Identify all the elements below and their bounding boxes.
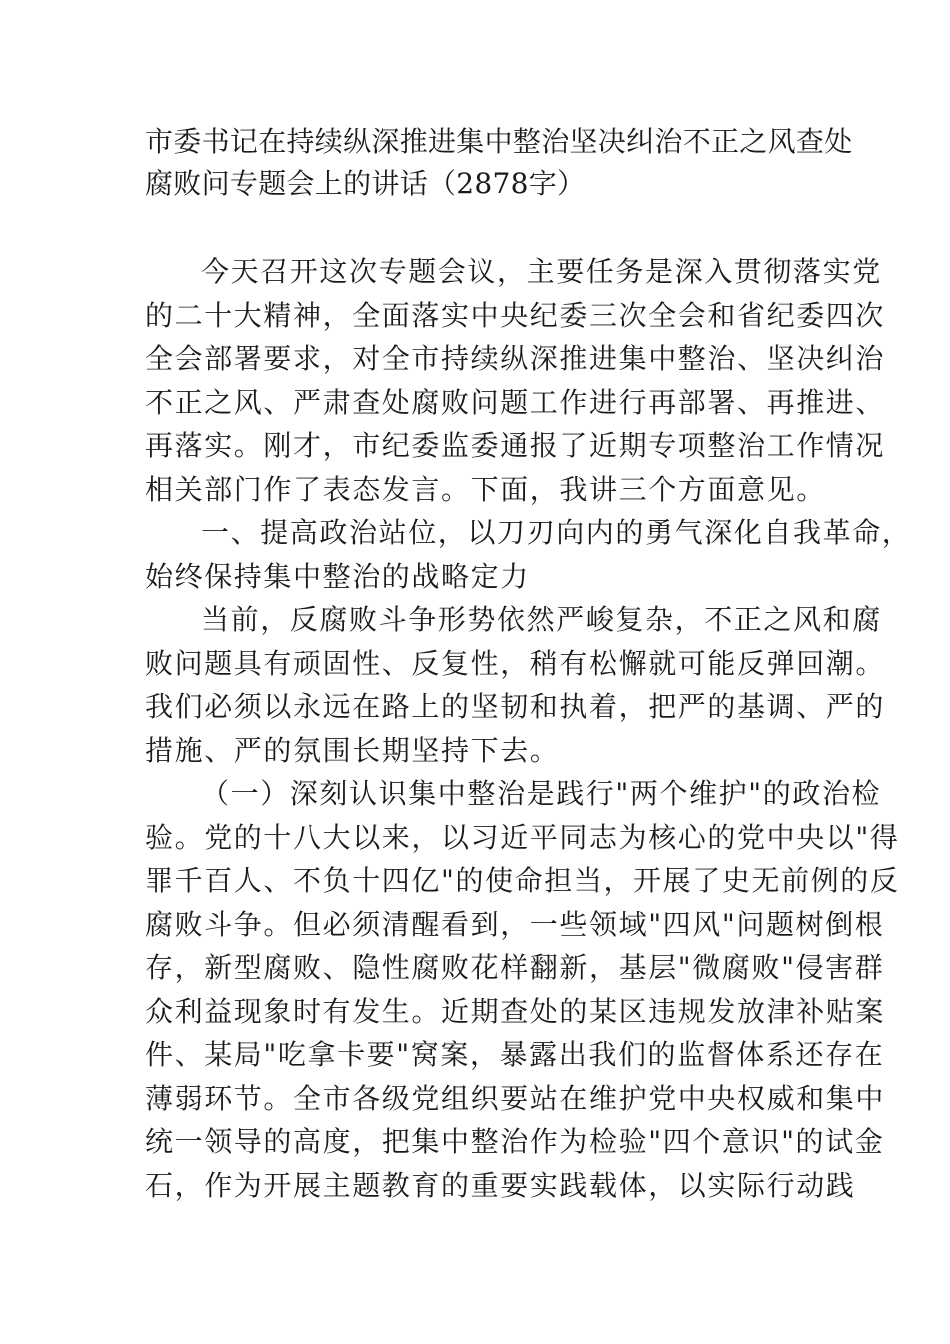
paragraph-line: 我们必须以永远在路上的坚韧和执着，把严的基调、严的 [145, 690, 886, 723]
document-title [145, 121, 853, 205]
paragraph-line: 败问题具有顽固性、反复性，稍有松懈就可能反弹回潮。 [145, 646, 886, 680]
paragraph-line: 石，作为开展主题教育的重要实践载体，以实际行动践 [145, 1168, 856, 1202]
paragraph-line: 存，新型腐败、隐性腐败花样翻新，基层"微腐败"侵害群 [145, 951, 885, 984]
paragraph-line: 众利益现象时有发生。近期查处的某区违规发放津补贴案 [145, 994, 886, 1028]
paragraph-line: 不正之风、严肃查处腐败问题工作进行再部署、再推进、 [145, 385, 886, 419]
paragraph-line: 腐败斗争。但必须清醒看到，一些领域"四风"问题树倒根 [145, 907, 885, 941]
paragraph-line: 措施、严的氛围长期坚持下去。 [145, 733, 560, 767]
section-heading-line: 一、提高政治站位，以刀刃向内的勇气深化自我革命， [201, 516, 912, 549]
paragraph-line: 统一领导的高度，把集中整治作为检验"四个意识"的试金 [145, 1125, 885, 1158]
paragraph-line: 件、某局"吃拿卡要"窝案，暴露出我们的监督体系还存在 [145, 1038, 885, 1071]
paragraph-line: 验。党的十八大以来，以习近平同志为核心的党中央以"得 [145, 820, 900, 854]
paragraph-line: 相关部门作了表态发言。下面，我讲三个方面意见。 [145, 472, 826, 506]
paragraph-line: 当前，反腐败斗争形势依然严峻复杂，不正之风和腐 [201, 603, 882, 636]
paragraph-line: 薄弱环节。全市各级党组织要站在维护党中央权威和集中 [145, 1081, 886, 1115]
paragraph-line: 再落实。刚才，市纪委监委通报了近期专项整治工作情况 [145, 429, 886, 462]
paragraph-line: 今天召开这次专题会议，主要任务是深入贯彻落实党 [201, 255, 882, 288]
document-body [145, 250, 912, 1207]
title-line: 市委书记在持续纵深推进集中整治坚决纠治不正之风查处 [145, 125, 853, 158]
paragraph-line: 的二十大精神，全面落实中央纪委三次全会和省纪委四次 [145, 298, 886, 332]
paragraph-line: 罪千百人、不负十四亿"的使命担当，开展了史无前例的反 [145, 864, 900, 897]
paragraph-line: 全会部署要求，对全市持续纵深推进集中整治、坚决纠治 [145, 342, 886, 375]
paragraph-line: （一）深刻认识集中整治是践行"两个维护"的政治检 [201, 777, 882, 810]
title-line: 腐败问专题会上的讲话（2878字） [145, 167, 586, 200]
section-heading-line: 始终保持集中整治的战略定力 [145, 559, 530, 593]
